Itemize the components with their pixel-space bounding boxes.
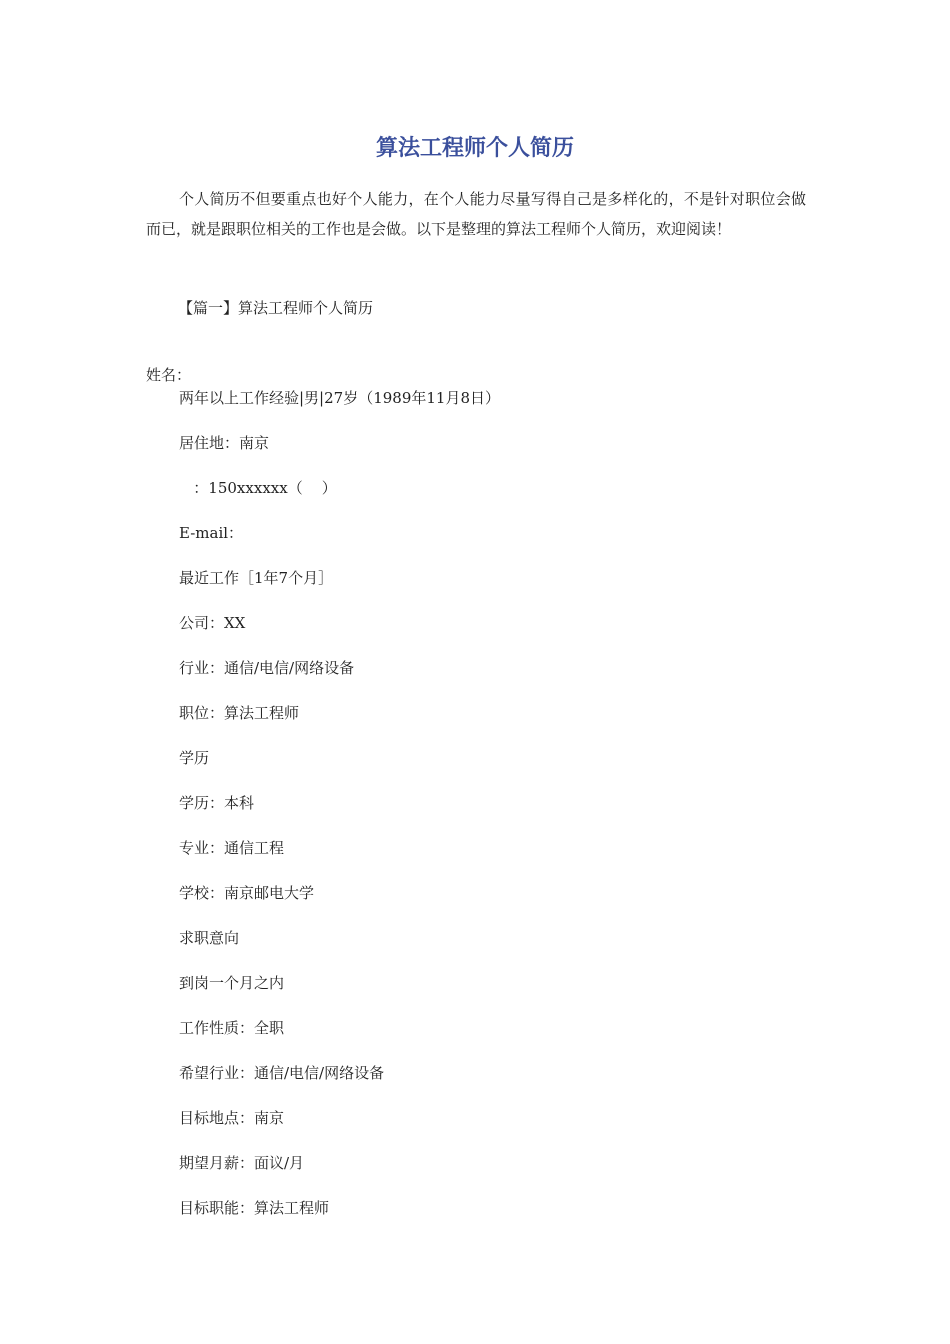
resume-line-target-location: 目标地点：南京	[179, 1109, 285, 1127]
resume-line-position: 职位：算法工程师	[179, 704, 300, 722]
resume-line-residence: 居住地：南京	[179, 434, 270, 452]
resume-line-experience: 两年以上工作经验|男|27岁（1989年11月8日）	[179, 389, 501, 407]
page-title: 算法工程师个人简历	[375, 136, 574, 161]
resume-line-target-role: 目标职能：算法工程师	[179, 1199, 330, 1217]
resume-line-school: 学校：南京邮电大学	[179, 884, 315, 902]
resume-line-phone: ：150xxxxxx（ ）	[179, 479, 337, 497]
resume-line-recent-work: 最近工作［1年7个月］	[179, 569, 334, 587]
resume-line-expected-salary: 期望月薪：面议/月	[179, 1154, 305, 1172]
resume-line-company: 公司：XX	[179, 614, 246, 632]
resume-line-desired-industry: 希望行业：通信/电信/网络设备	[179, 1064, 385, 1082]
resume-line-job-type: 工作性质：全职	[179, 1019, 285, 1037]
resume-section-job-intention: 求职意向	[179, 929, 240, 947]
intro-paragraph: 个人简历不但要重点也好个人能力，在个人能力尽量写得自己是多样化的，不是针对职位会做而已，就是跟职位相关的工作也是会做。以下是整理的算法工程师个人简历，欢迎阅读！	[146, 190, 806, 238]
resume-line-degree: 学历：本科	[179, 794, 255, 812]
resume-line-email: E-mail：	[179, 524, 244, 542]
section-heading: 【篇一】算法工程师个人简历	[178, 299, 374, 317]
resume-line-major: 专业：通信工程	[179, 839, 285, 857]
name-label: 姓名：	[146, 366, 192, 384]
resume-line-availability: 到岗一个月之内	[179, 974, 285, 992]
resume-line-industry: 行业：通信/电信/网络设备	[179, 659, 355, 677]
resume-section-education: 学历	[179, 749, 210, 767]
